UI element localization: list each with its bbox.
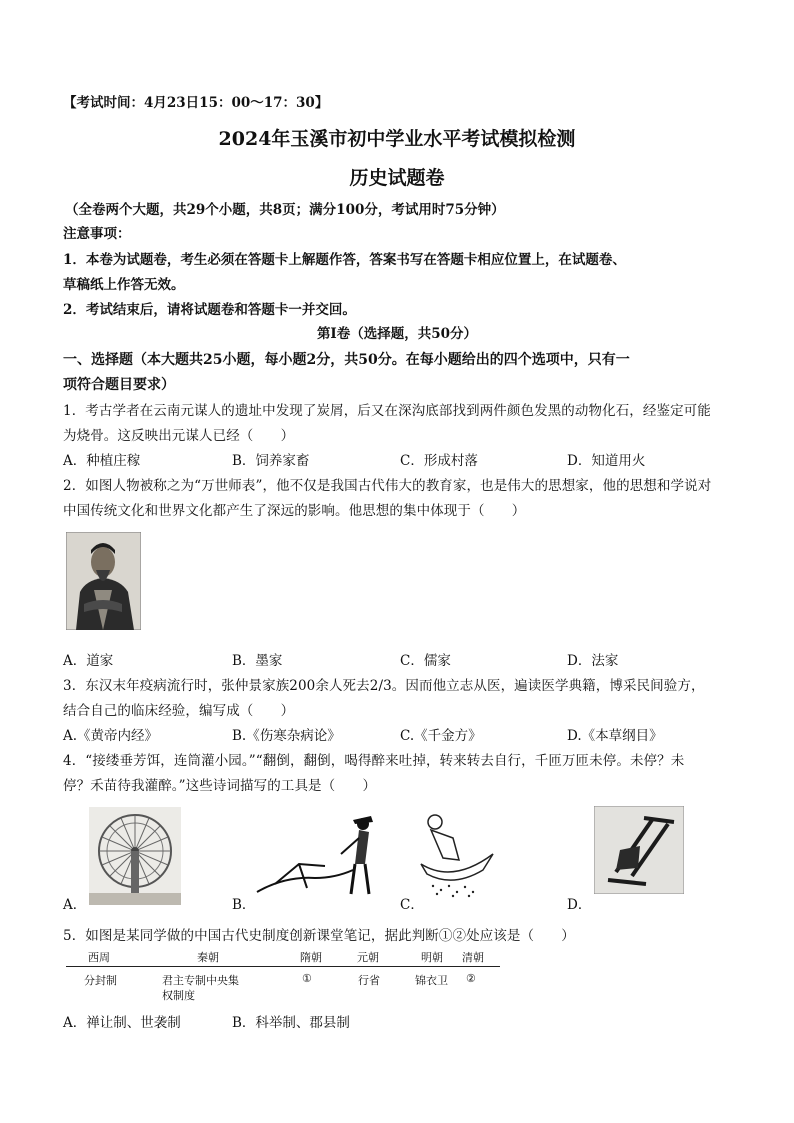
- timeline-dynasty-qing: 清朝: [462, 951, 484, 964]
- notice-heading: 注意事项：: [63, 226, 131, 242]
- question-3-option-a: A.《黄帝内经》: [63, 728, 159, 744]
- timeline-blank-1: ①: [302, 972, 312, 985]
- timeline-system-jinyiwei: 锦衣卫: [415, 974, 448, 987]
- question-4-option-b: B．: [232, 897, 256, 913]
- question-1-stem: 1．考古学者在云南元谋人的遗址中发现了炭屑，后又在深沟底部找到两件颜色发黑的动物化石，经鉴定可能: [63, 403, 711, 419]
- timeline-dynasty-yuan: 元朝: [357, 951, 379, 964]
- timeline-system-fenfeng: 分封制: [84, 974, 117, 987]
- section1-heading-cont: 项符合题目要求）: [63, 377, 175, 393]
- timeline-dynasty-sui: 隋朝: [300, 951, 322, 964]
- question-4-option-c: C．: [400, 897, 424, 913]
- question-1-option-b: B．饲养家畜: [232, 453, 310, 469]
- page-subtitle: 历史试题卷: [349, 167, 445, 189]
- question-2-option-a: A．道家: [63, 653, 114, 669]
- question-3-option-d: D.《本草纲目》: [567, 728, 663, 744]
- timeline-system-centralized: 君主专制中央集: [162, 974, 239, 987]
- question-2-option-b: B．墨家: [232, 653, 283, 669]
- question-1-option-d: D．知道用火: [567, 453, 646, 469]
- exam-time: 【考试时间：4月23日15：00～17：30】: [63, 95, 329, 111]
- question-3-stem-cont: 结合自己的临床经验，编写成（ ）: [63, 703, 295, 719]
- question-1-stem-cont: 为烧骨。这反映出元谋人已经（ ）: [63, 428, 295, 444]
- notice-item-2: 2．考试结束后，请将试题卷和答题卡一并交回。: [63, 302, 356, 318]
- question-1-option-c: C．形成村落: [400, 453, 478, 469]
- question-2-option-d: D．法家: [567, 653, 619, 669]
- question-4-option-d: D．: [567, 897, 592, 913]
- timeline-system-province: 行省: [358, 974, 380, 987]
- question-3-option-c: C.《千金方》: [400, 728, 482, 744]
- question-4-stem-cont: 停？禾苗待我灌醉。”这些诗词描写的工具是（ ）: [63, 778, 377, 794]
- page-title: 2024年玉溪市初中学业水平考试模拟检测: [218, 128, 576, 150]
- section1-heading: 一、选择题（本大题共25小题，每小题2分，共50分。在每小题给出的四个选项中，只有一: [63, 352, 630, 368]
- harrow-tool-image: [594, 806, 684, 894]
- question-5-stem: 5．如图是某同学做的中国古代史制度创新课堂笔记，据此判断①②处应该是（ ）: [63, 928, 575, 944]
- timeline-axis: [66, 966, 500, 967]
- timeline-dynasty-western-zhou: 西周: [88, 951, 110, 964]
- notice-item-1: 1．本卷为试题卷，考生必须在答题卡上解题作答，答案书写在答题卡相应位置上，在试题卷、: [63, 252, 626, 268]
- timeline-dynasty-ming: 明朝: [421, 951, 443, 964]
- question-4-stem: 4．“接缕垂芳饵，连筒灌小园。”“翻倒，翻倒，喝得醉来吐掉，转来转去自行，千匝万匝未停。未停？未: [63, 753, 685, 769]
- question-3-stem: 3．东汉末年疫病流行时，张仲景家族200余人死去2/3。因而他立志从医，遍读医学典籍，博采民间验方，: [63, 678, 705, 694]
- waterwheel-tong-che-image: [89, 807, 181, 905]
- question-5-option-b: B．科举制、郡县制: [232, 1015, 350, 1031]
- ox-wheel-waterwheel-image: [413, 808, 498, 898]
- question-2-stem-cont: 中国传统文化和世界文化都产生了深远的影响。他思想的集中体现于（ ）: [63, 503, 526, 519]
- confucius-portrait: [66, 532, 141, 630]
- exam-info: （全卷两个大题，共29个小题，共8页；满分100分，考试用时75分钟）: [65, 202, 505, 218]
- question-5-option-a: A．禅让制、世袭制: [63, 1015, 181, 1031]
- part1-title: 第Ⅰ卷（选择题，共50分）: [316, 326, 478, 342]
- question-2-stem: 2．如图人物被称之为“万世师表”，他不仅是我国古代伟大的教育家，也是伟大的思想家，他的思想和学说对: [63, 478, 712, 494]
- question-1-option-a: A．种植庄稼: [63, 453, 141, 469]
- plough-farmer-image: [255, 814, 380, 896]
- timeline-dynasty-qin: 秦朝: [197, 951, 219, 964]
- notice-item-1-cont: 草稿纸上作答无效。: [63, 277, 185, 293]
- timeline-system-centralized-cont: 权制度: [162, 989, 195, 1002]
- timeline-blank-2: ②: [466, 972, 476, 985]
- question-4-option-a: A．: [63, 897, 87, 913]
- question-3-option-b: B.《伤寒杂病论》: [232, 728, 341, 744]
- question-2-option-c: C．儒家: [400, 653, 451, 669]
